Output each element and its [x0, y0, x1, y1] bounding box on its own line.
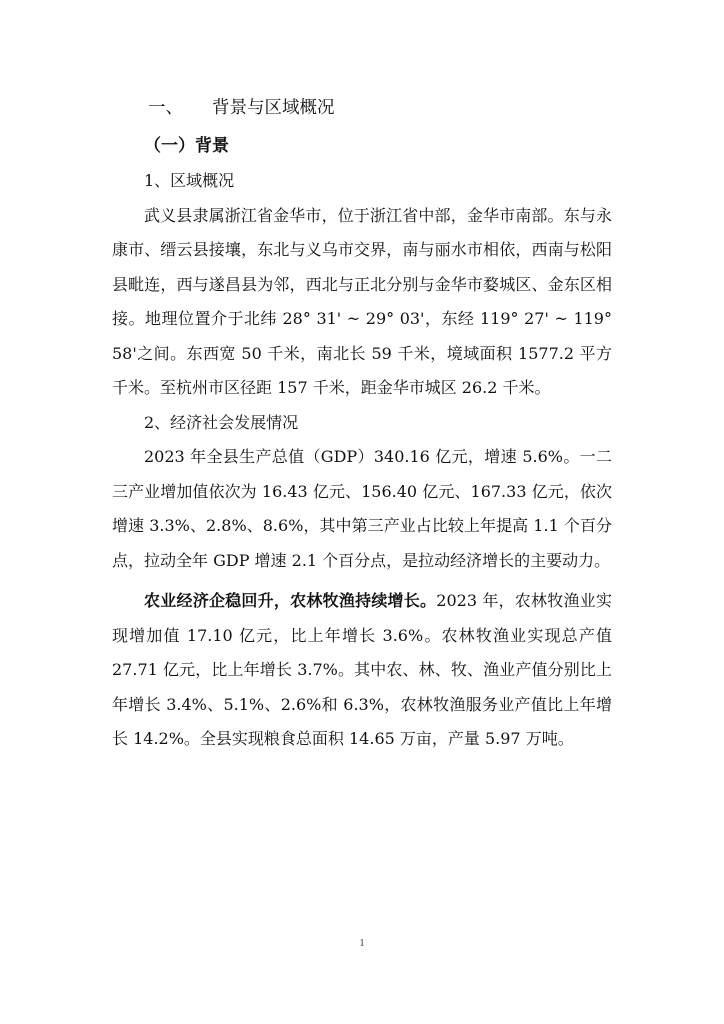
agriculture-text: 2023 年，农林牧渔业实现增加值 17.10 亿元，比上年增长 3.6%。农林牧渔业实现总产值 27.71 亿元，比上年增长 3.7%。其中农、林、牧、渔业产值分别比上年增长 3.4%、5.1%、2.6%和 6.3%，农林牧渔服务业产值比上年增长 14.2%。全县实现粮食总面积 14.65 万亩，产量 5.97 万吨。	[112, 591, 612, 748]
section-heading	[148, 92, 612, 128]
paragraph-agriculture	[112, 584, 612, 757]
section-number: 一、	[148, 98, 183, 118]
section-title: 背景与区域概况	[212, 98, 335, 118]
paragraph-region-overview: 武义县隶属浙江省金华市，位于浙江省中部，金华市南部。东与永康市、缙云县接壤，东北与义乌市交界，南与丽水市相依，西南与松阳县毗连，西与遂昌县为邻，西北与正北分别与金华市婺城区、金东区相接。地理位置介于北纬 28° 31' ~ 29° 03'，东经 119° 27' ~ 119° 58'之间。东西宽 50 千米，南北长 59 千米，境域面积 1577.2 平方千米。至杭州市区径距 157 千米，距金华市城区 26.2 千米。	[112, 205, 612, 397]
page-number: 1	[359, 938, 365, 949]
paragraph-economy: 2023 年全县生产总值（GDP）340.16 亿元，增速 5.6%。一二三产业增加值依次为 16.43 亿元、156.40 亿元、167.33 亿元，依次增速 3.3%、2.8%、8.6%，其中第三产业占比较上年提高 1.1 个百分点，拉动全年 GDP 增速 2.1 个百分点，是拉动经济增长的主要动力。	[112, 447, 612, 570]
agriculture-bold-lead: 农业经济企稳回升，农林牧渔持续增长。	[144, 591, 437, 610]
item-heading-region: 1、区域概况	[144, 171, 235, 190]
subsection-heading: （一）背景	[144, 136, 229, 156]
document-body	[112, 92, 612, 757]
item-heading-economy: 2、经济社会发展情况	[144, 412, 299, 432]
